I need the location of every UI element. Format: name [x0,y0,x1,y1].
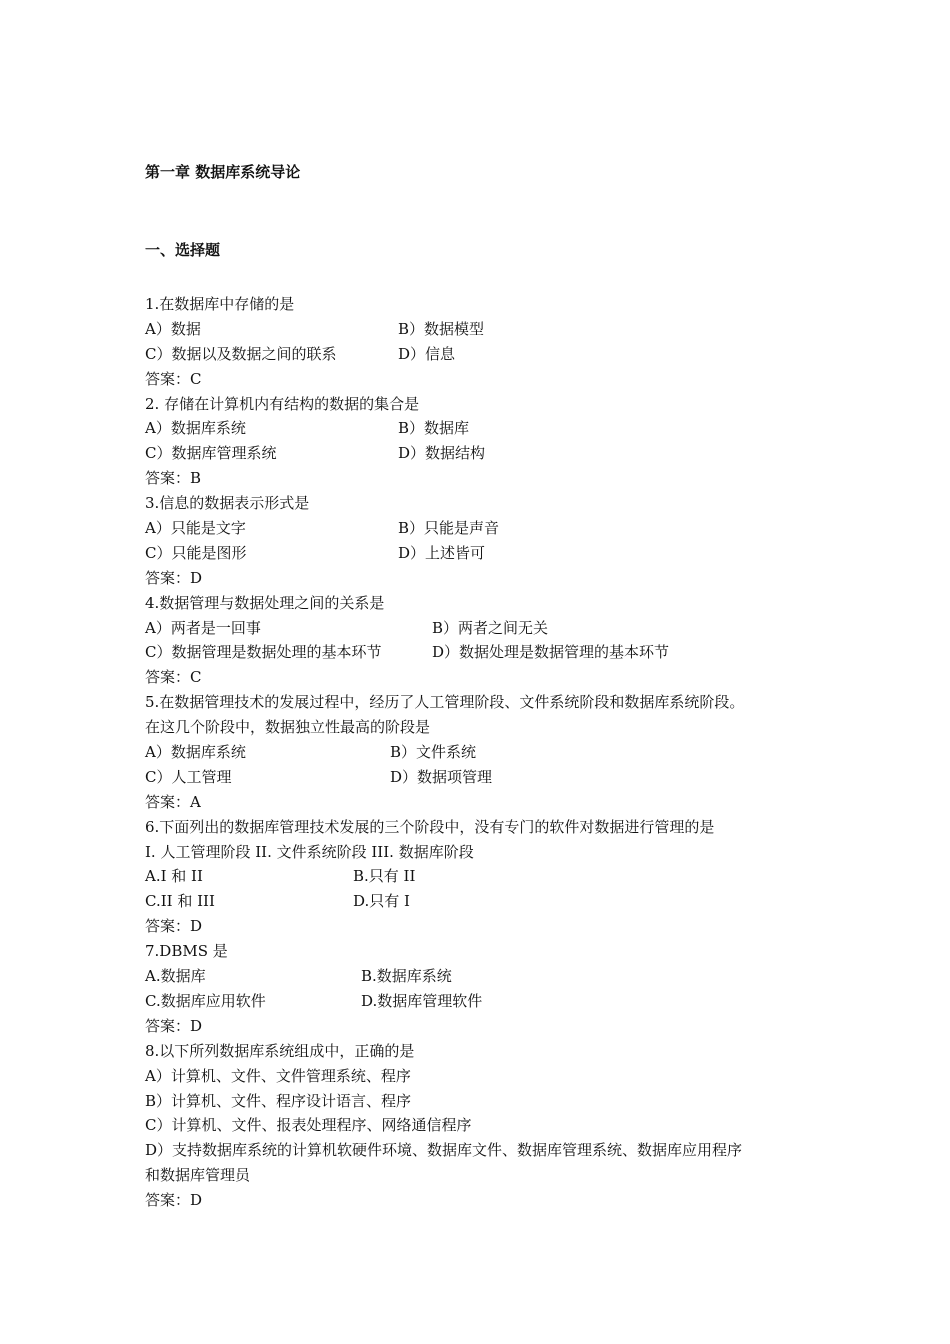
option: B）数据库 [398,419,470,438]
option: C）数据管理是数据处理的基本环节 [145,643,382,662]
question-stem: 5.在数据管理技术的发展过程中，经历了人工管理阶段、文件系统阶段和数据库系统阶段。 [145,693,745,712]
answer: 答案：C [145,668,202,687]
question-stem: 2. 存储在计算机内有结构的数据的集合是 [145,394,420,413]
question-stem: 3.信息的数据表示形式是 [145,494,310,513]
option: A.数据库 [145,967,206,986]
option: C.数据库应用软件 [145,991,266,1010]
option-row [145,1113,825,1138]
option: D）上述皆可 [398,543,486,562]
option: D.只有 I [353,892,410,911]
question-stem: 7.DBMS 是 [145,942,228,961]
option: D）数据项管理 [390,767,493,786]
option: A）数据库系统 [145,419,246,438]
option-row [145,765,825,790]
option-row [145,864,825,889]
option-row [145,317,825,342]
answer: 答案：D [145,1016,203,1035]
question-list [145,292,825,1213]
option: B.数据库系统 [361,967,452,986]
option: D）信息 [398,344,456,363]
option: C）人工管理 [145,767,232,786]
option: C）计算机、文件、报表处理程序、网络通信程序 [145,1116,472,1135]
answer: 答案：D [145,568,203,587]
option-row [145,1163,825,1188]
option: A）数据 [145,319,201,338]
option: C）只能是图形 [145,543,247,562]
option-row [145,416,825,441]
option: B）计算机、文件、程序设计语言、程序 [145,1091,412,1110]
option: B）只能是声音 [398,519,500,538]
answer: 答案：C [145,369,202,388]
option-row [145,740,825,765]
option: A）只能是文字 [145,519,246,538]
question-stem: 8.以下所列数据库系统组成中，正确的是 [145,1041,415,1060]
option-row [145,640,825,665]
question-stem: 1.在数据库中存储的是 [145,295,295,313]
option: C）数据以及数据之间的联系 [145,344,337,363]
option: A）数据库系统 [145,743,246,762]
option-row [145,616,825,641]
option: 和数据库管理员 [145,1166,251,1185]
question-stem: 4.数据管理与数据处理之间的关系是 [145,593,385,612]
option-row [145,1138,825,1163]
option-row [145,964,825,989]
option: D）数据处理是数据管理的基本环节 [432,643,670,662]
option: A）两者是一回事 [145,618,261,637]
chapter-title: 第一章 数据库系统导论 [145,163,301,181]
option-row [145,541,825,566]
option: B.只有 II [353,867,416,886]
option: B）两者之间无关 [432,618,549,637]
answer: 答案：A [145,792,201,811]
answer: 答案：D [145,1191,203,1210]
option-row [145,989,825,1014]
option: A.I 和 II [145,867,203,886]
option-row [145,889,825,914]
option-row [145,1064,825,1089]
question-stem: 6.下面列出的数据库管理技术发展的三个阶段中，没有专门的软件对数据进行管理的是 [145,817,715,836]
option-row [145,342,825,367]
option: C.II 和 III [145,892,215,911]
option: B）数据模型 [398,319,485,338]
question-stem: I. 人工管理阶段 II. 文件系统阶段 III. 数据库阶段 [145,842,474,861]
option: D.数据库管理软件 [361,991,483,1010]
answer: 答案：D [145,917,203,936]
option: C）数据库管理系统 [145,444,277,463]
answer: 答案：B [145,469,202,488]
option: B）文件系统 [390,743,477,762]
question-stem: 在这几个阶段中，数据独立性最高的阶段是 [145,718,431,737]
section-title: 一、选择题 [145,241,221,259]
option-row [145,441,825,466]
option-row [145,1089,825,1114]
option-row [145,516,825,541]
option: A）计算机、文件、文件管理系统、程序 [145,1066,411,1085]
option: D）数据结构 [398,444,486,463]
option: D）支持数据库系统的计算机软硬件环境、数据库文件、数据库管理系统、数据库应用程序 [145,1141,743,1160]
